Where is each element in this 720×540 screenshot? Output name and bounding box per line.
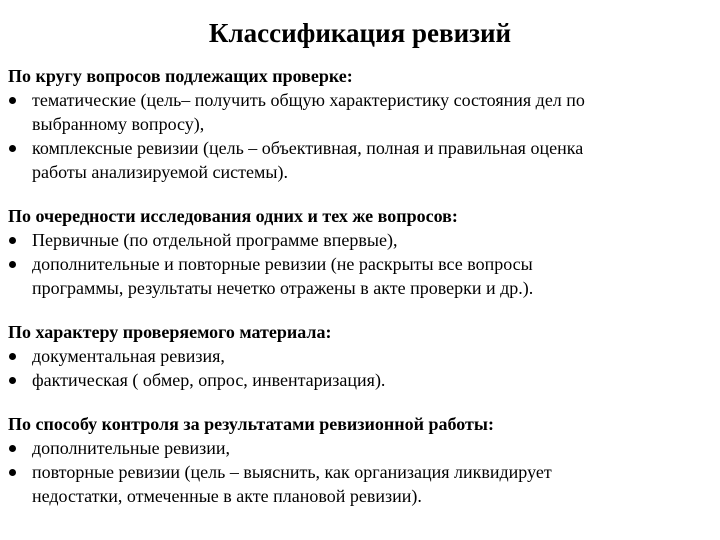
section-heading: По кругу вопросов подлежащих проверке: (8, 66, 353, 86)
item-line: дополнительные и повторные ревизии (не раскрыты все вопросы (32, 254, 533, 274)
list-item (8, 252, 716, 300)
bullet-list (8, 436, 716, 508)
item-line: работы анализируемой системы). (32, 162, 288, 182)
item-line: дополнительные ревизии, (32, 438, 231, 458)
list-item (8, 460, 716, 508)
item-line: документальная ревизия, (32, 346, 225, 366)
bullet-dot-icon (9, 237, 16, 244)
item-line: фактическая ( обмер, опрос, инвентаризация). (32, 370, 386, 390)
section-by-sequence (8, 204, 716, 300)
section-by-material (8, 320, 716, 392)
item-line: повторные ревизии (цель – выяснить, как организация ликвидирует (32, 462, 552, 482)
item-line: Первичные (по отдельной программе впервые), (32, 230, 398, 250)
section-heading: По очередности исследования одних и тех же вопросов: (8, 206, 458, 226)
section-by-control-method (8, 412, 716, 508)
bullet-dot-icon (9, 353, 16, 360)
page-title: Классификация ревизий (208, 18, 512, 48)
item-line: программы, результаты нечетко отражены в акте проверки и др.). (32, 278, 534, 298)
item-line: тематические (цель– получить общую характеристику состояния дел по (32, 90, 585, 110)
bullet-list (8, 228, 716, 300)
list-item (8, 88, 716, 136)
list-item (8, 368, 716, 392)
section-by-scope (8, 64, 716, 184)
item-line: комплексные ревизии (цель – объективная, полная и правильная оценка (32, 138, 584, 158)
item-line: выбранному вопросу), (32, 114, 205, 134)
list-item (8, 344, 716, 368)
bullet-dot-icon (9, 377, 16, 384)
classification-sections (8, 64, 716, 528)
list-item (8, 436, 716, 460)
bullet-dot-icon (9, 145, 16, 152)
section-heading: По характеру проверяемого материала: (8, 322, 332, 342)
bullet-dot-icon (9, 97, 16, 104)
section-heading: По способу контроля за результатами ревизионной работы: (8, 414, 494, 434)
bullet-list (8, 88, 716, 184)
bullet-dot-icon (9, 261, 16, 268)
item-line: недостатки, отмеченные в акте плановой ревизии). (32, 486, 422, 506)
list-item (8, 228, 716, 252)
bullet-dot-icon (9, 469, 16, 476)
bullet-dot-icon (9, 445, 16, 452)
list-item (8, 136, 716, 184)
bullet-list (8, 344, 716, 392)
